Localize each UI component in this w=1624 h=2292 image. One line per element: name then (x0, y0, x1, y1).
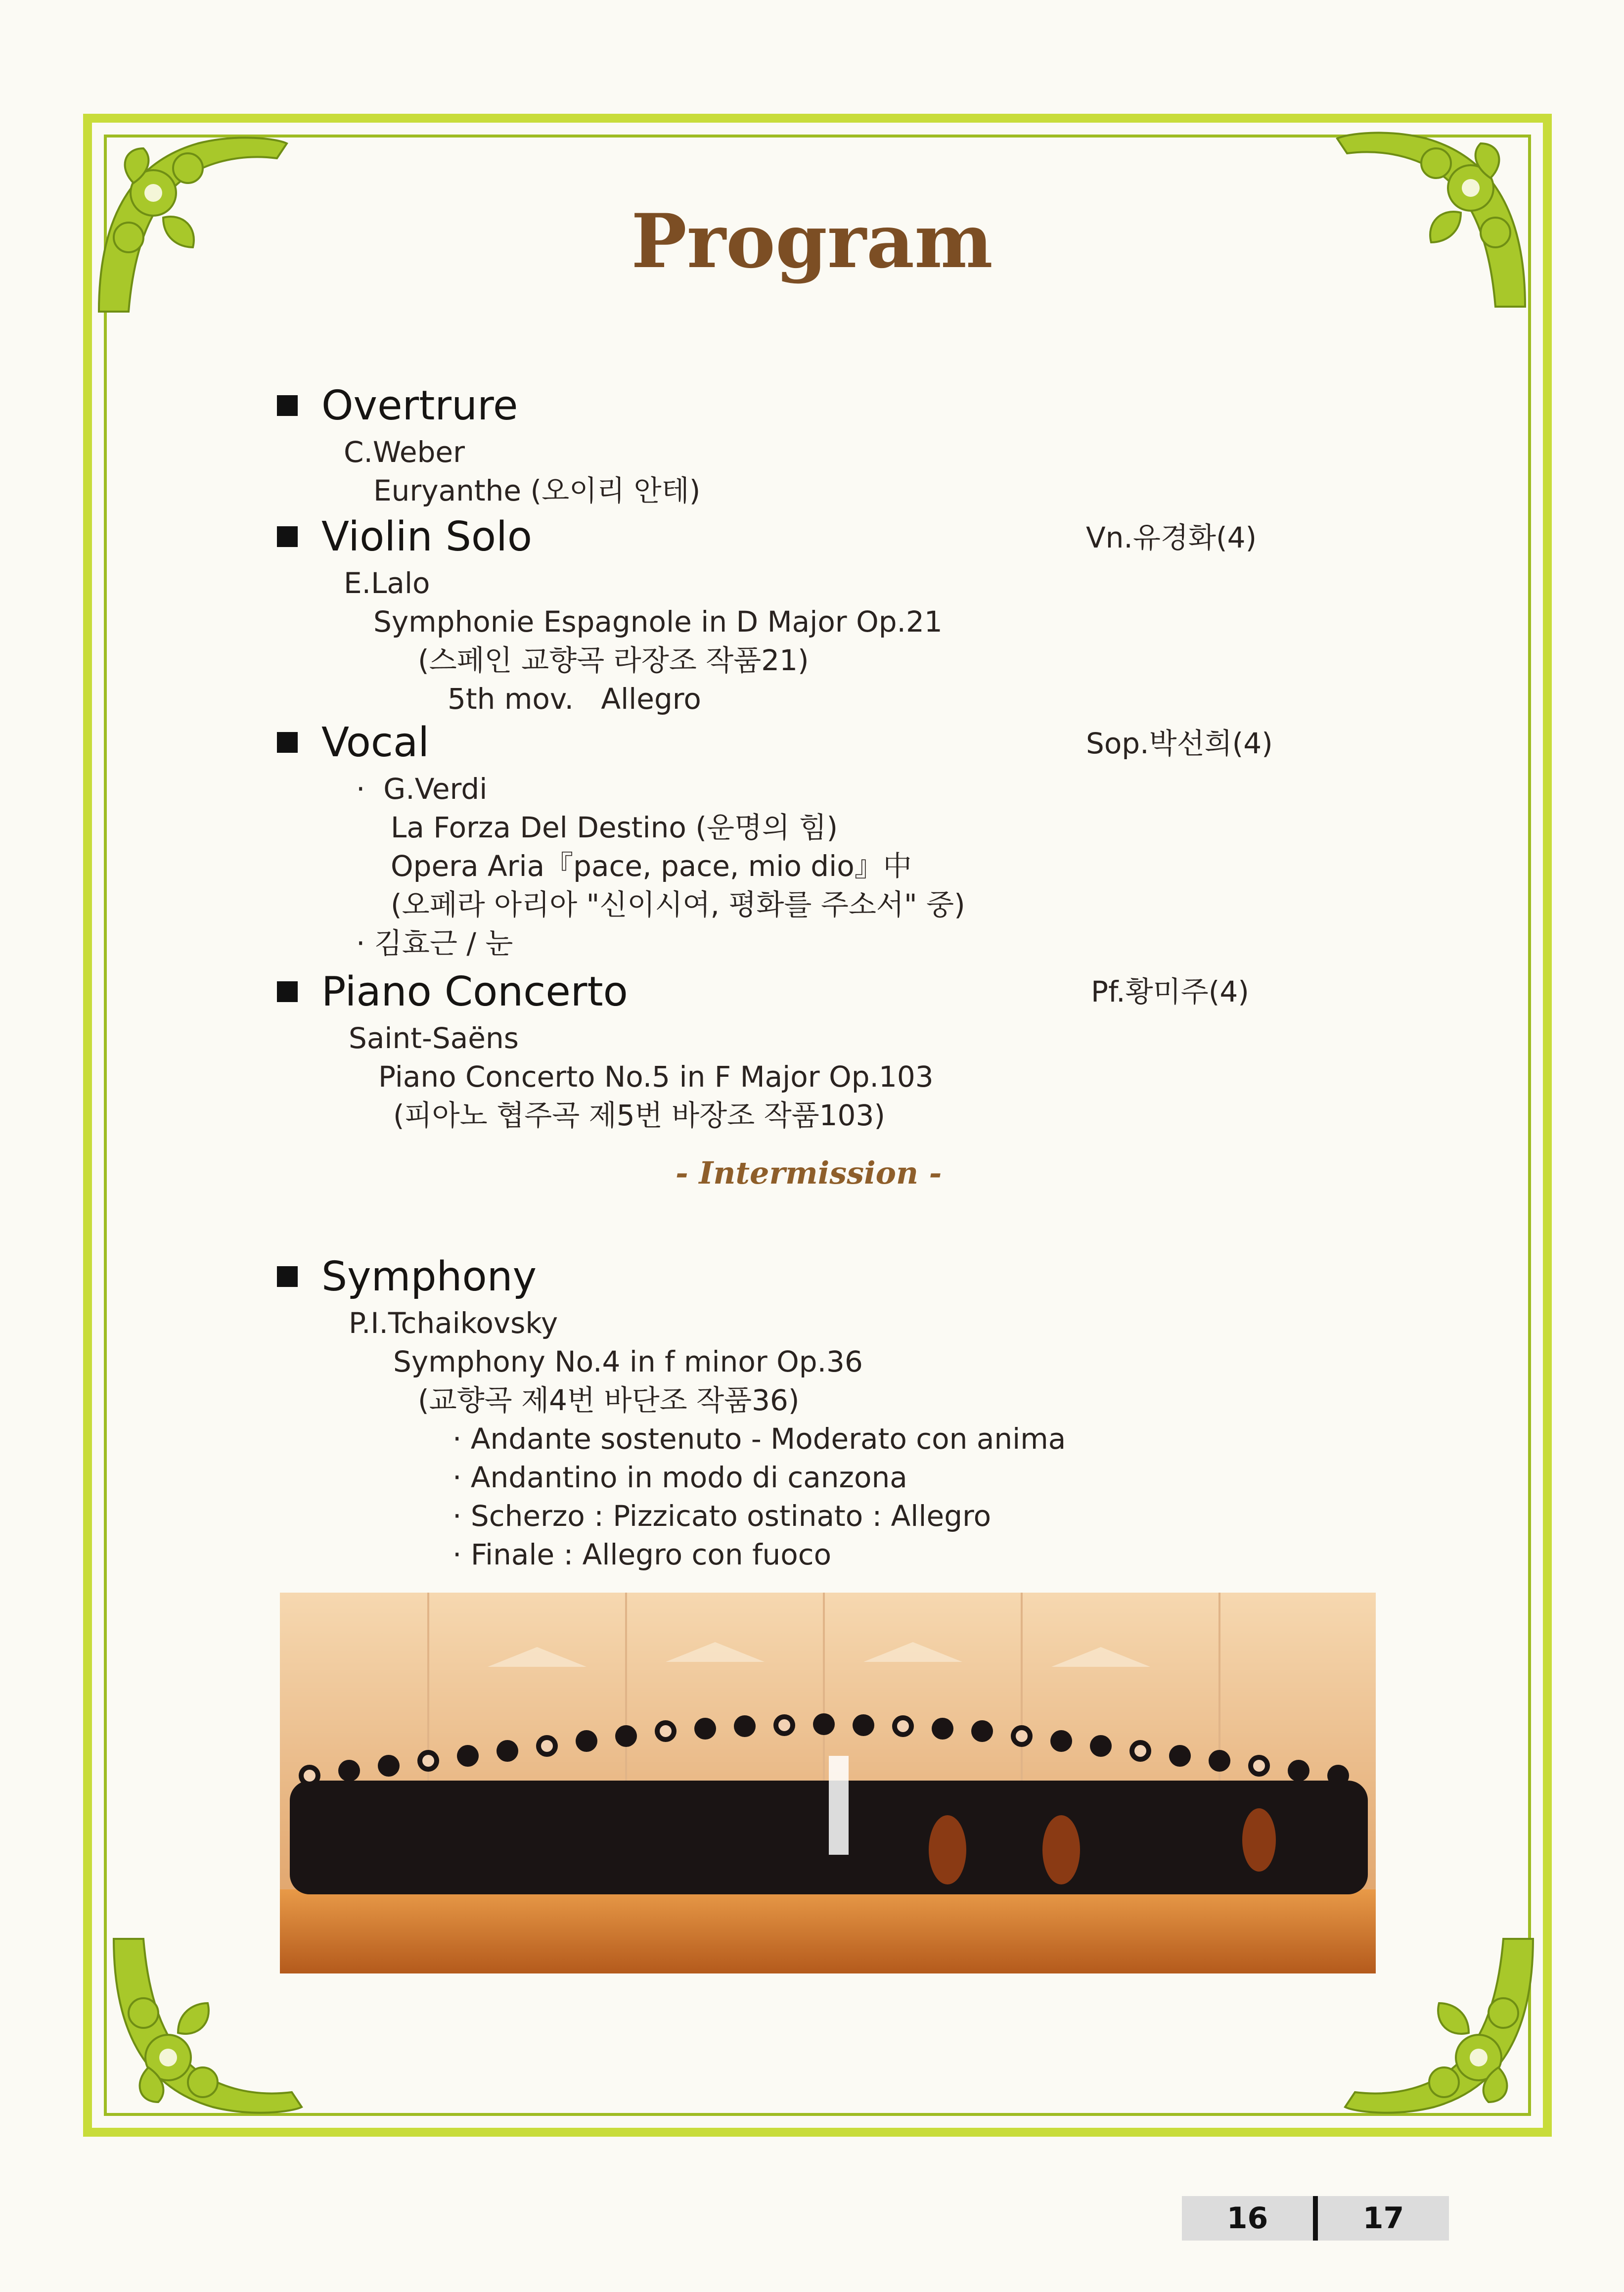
page-number-left: 16 (1226, 2201, 1268, 2236)
section-title: Piano Concerto (321, 968, 628, 1015)
aria-title: Opera Aria『pace, pace, mio dio』中 (391, 849, 912, 883)
performer-piano: Pf.황미주(4) (1091, 975, 1249, 1008)
work-title-korean: (교향곡 제4번 바단조 작품36) (418, 1383, 800, 1417)
program-section-symphony (277, 1249, 1066, 1574)
program-section-vocal (277, 715, 965, 963)
intermission-label: - Intermission - (676, 1155, 942, 1191)
song-title: · 김효근 / 눈 (356, 926, 513, 960)
square-bullet-icon (277, 981, 298, 1002)
movement: · Andante sostenuto - Moderato con anima (452, 1422, 1066, 1456)
square-bullet-icon (277, 526, 298, 547)
movement: · Finale : Allegro con fuoco (452, 1538, 832, 1571)
square-bullet-icon (277, 1266, 298, 1287)
section-title: Overtrure (321, 382, 518, 429)
work-title-korean: (피아노 협주곡 제5번 바장조 작품103) (393, 1099, 885, 1132)
program-section-overture (277, 378, 700, 510)
work-title: Symphonie Espagnole in D Major Op.21 (373, 605, 943, 639)
work-title: Symphony No.4 in f minor Op.36 (393, 1345, 863, 1378)
composer: C.Weber (344, 435, 465, 469)
work-title: Euryanthe (오이리 안테) (373, 474, 701, 507)
work-title-korean: (스페인 교향곡 라장조 작품21) (418, 643, 809, 677)
composer: Saint-Saëns (349, 1021, 519, 1055)
composer: E.Lalo (344, 566, 430, 600)
page-number-right: 17 (1362, 2201, 1404, 2236)
page-number-divider (1313, 2196, 1318, 2241)
performer-violin: Vn.유경화(4) (1086, 521, 1257, 554)
composer: · G.Verdi (356, 772, 488, 806)
performer-soprano: Sop.박선희(4) (1086, 727, 1273, 760)
orchestra-photo (280, 1593, 1376, 1973)
work-title: Piano Concerto No.5 in F Major Op.103 (378, 1060, 934, 1094)
page-title: Program (631, 198, 993, 285)
program-section-violin-solo (277, 509, 943, 718)
page-number-bar (1182, 2196, 1449, 2241)
work-title: La Forza Del Destino (운명의 힘) (391, 811, 838, 844)
section-title: Violin Solo (321, 513, 533, 560)
section-title: Vocal (321, 719, 430, 766)
section-title: Symphony (321, 1253, 537, 1300)
square-bullet-icon (277, 732, 298, 753)
composer: P.I.Tchaikovsky (349, 1306, 558, 1340)
movement: · Andantino in modo di canzona (452, 1461, 907, 1494)
aria-title-korean: (오페라 아리아 "신이시여, 평화를 주소서" 중) (391, 888, 965, 921)
movement: · Scherzo : Pizzicato ostinato : Allegro (452, 1499, 992, 1533)
program-section-piano-concerto (277, 964, 934, 1135)
square-bullet-icon (277, 395, 298, 416)
movement: 5th mov. Allegro (448, 682, 701, 716)
